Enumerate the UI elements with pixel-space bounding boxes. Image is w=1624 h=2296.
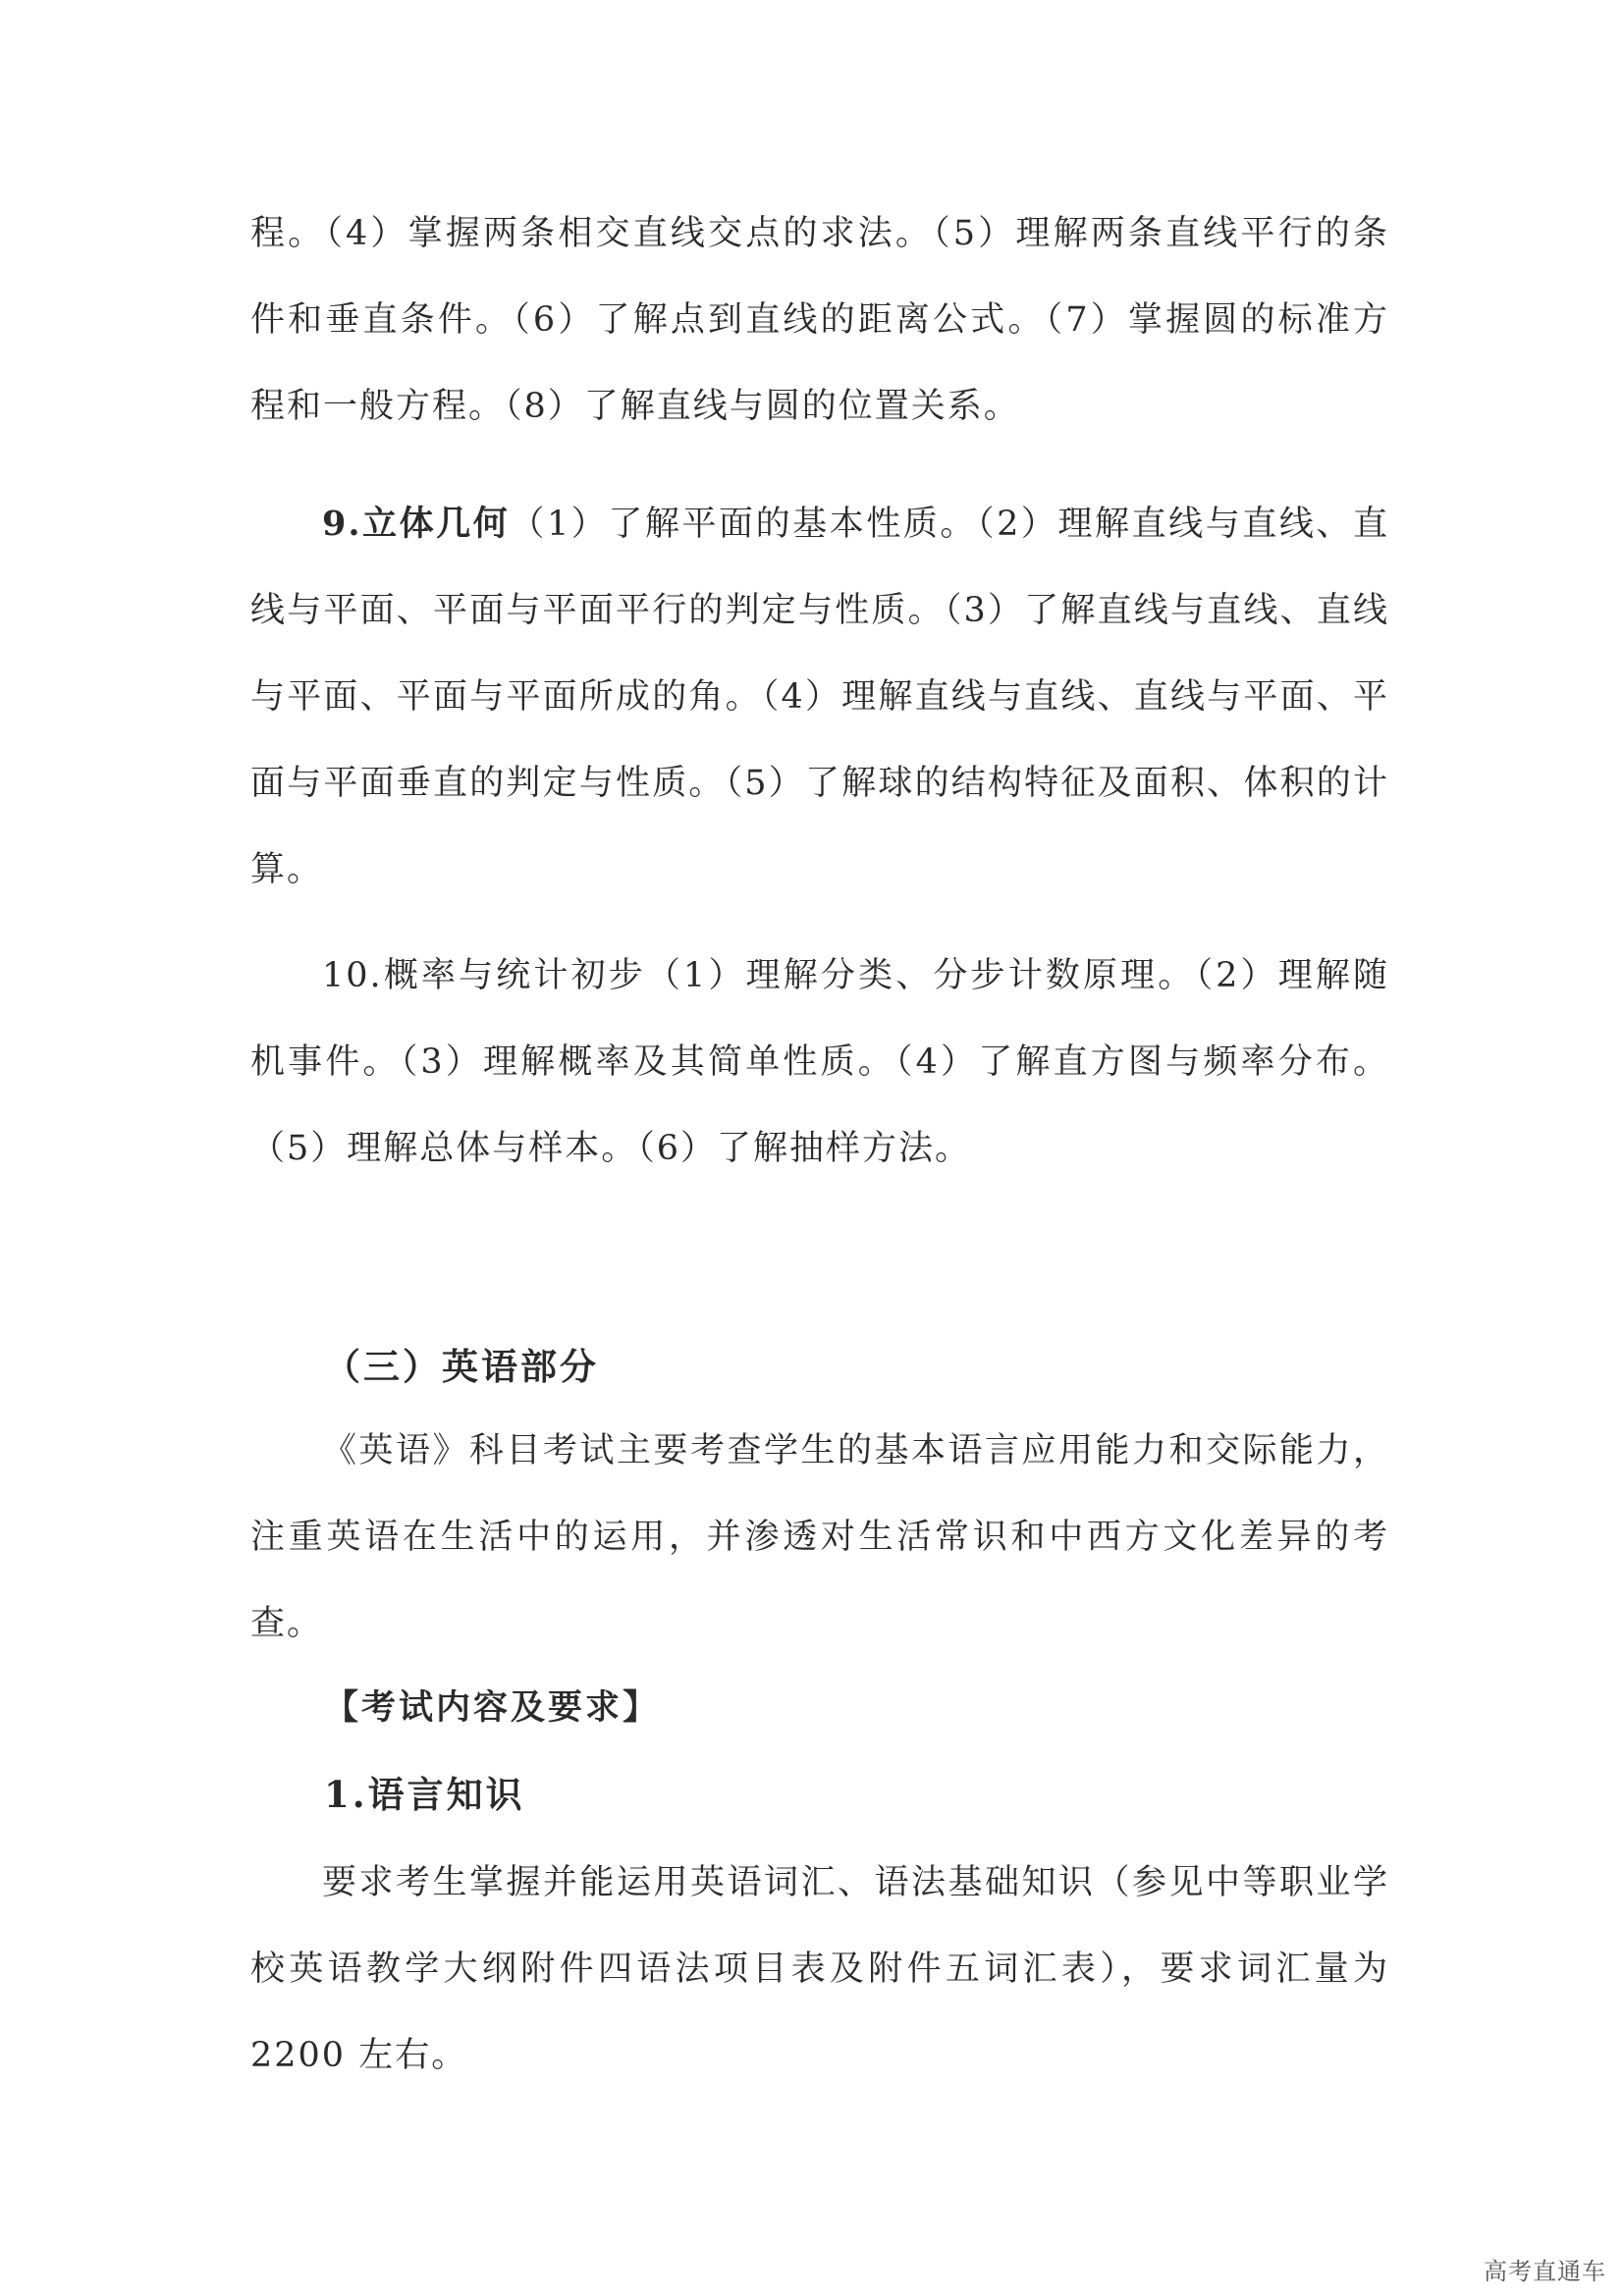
paragraph-solid-geometry bbox=[250, 481, 1389, 913]
paragraph-probability-statistics bbox=[250, 933, 1389, 1192]
paragraph-text: 要求考生掌握并能运用英语词汇、语法基础知识（参见中等职业学校英语教学大纲附件四语法项目表及附件五词汇表），要求词汇量为 2200 左右。 bbox=[250, 1863, 1389, 2075]
paragraph-language-knowledge bbox=[250, 1840, 1389, 2099]
paragraph-analytic-geometry-continued bbox=[250, 190, 1389, 450]
section-heading-english: （三）英语部分 bbox=[324, 1345, 599, 1388]
paragraph-english-intro bbox=[250, 1408, 1389, 1667]
paragraph-text: （1）了解平面的基本性质。（2）理解直线与直线、直线与平面、平面与平面平行的判定与性质。（3）了解直线与直线、直线与平面、平面与平面所成的角。（4）理解直线与直线、直线与平面、平面与平面垂直的判定与性质。（5）了解球的结构特征及面积、体积的计算。 bbox=[250, 505, 1389, 889]
subsection-heading-language-knowledge: 1.语言知识 bbox=[324, 1773, 525, 1816]
watermark-text: 高考直通车 bbox=[1484, 2258, 1606, 2285]
paragraph-title: 9.立体几何 bbox=[322, 504, 511, 544]
paragraph-text: 10.概率与统计初步（1）理解分类、分步计数原理。（2）理解随机事件。（3）理解概率及其简单性质。（4）了解直方图与频率分布。（5）理解总体与样本。（6）了解抽样方法。 bbox=[250, 956, 1389, 1168]
paragraph-text: 程。（4）掌握两条相交直线交点的求法。（5）理解两条直线平行的条件和垂直条件。（6）了解点到直线的距离公式。（7）掌握圆的标准方程和一般方程。（8）了解直线与圆的位置关系。 bbox=[250, 214, 1389, 426]
paragraph-text: 《英语》科目考试主要考查学生的基本语言应用能力和交际能力，注重英语在生活中的运用，并渗透对生活常识和中西方文化差异的考查。 bbox=[250, 1431, 1389, 1643]
exam-content-heading: 【考试内容及要求】 bbox=[324, 1687, 661, 1728]
